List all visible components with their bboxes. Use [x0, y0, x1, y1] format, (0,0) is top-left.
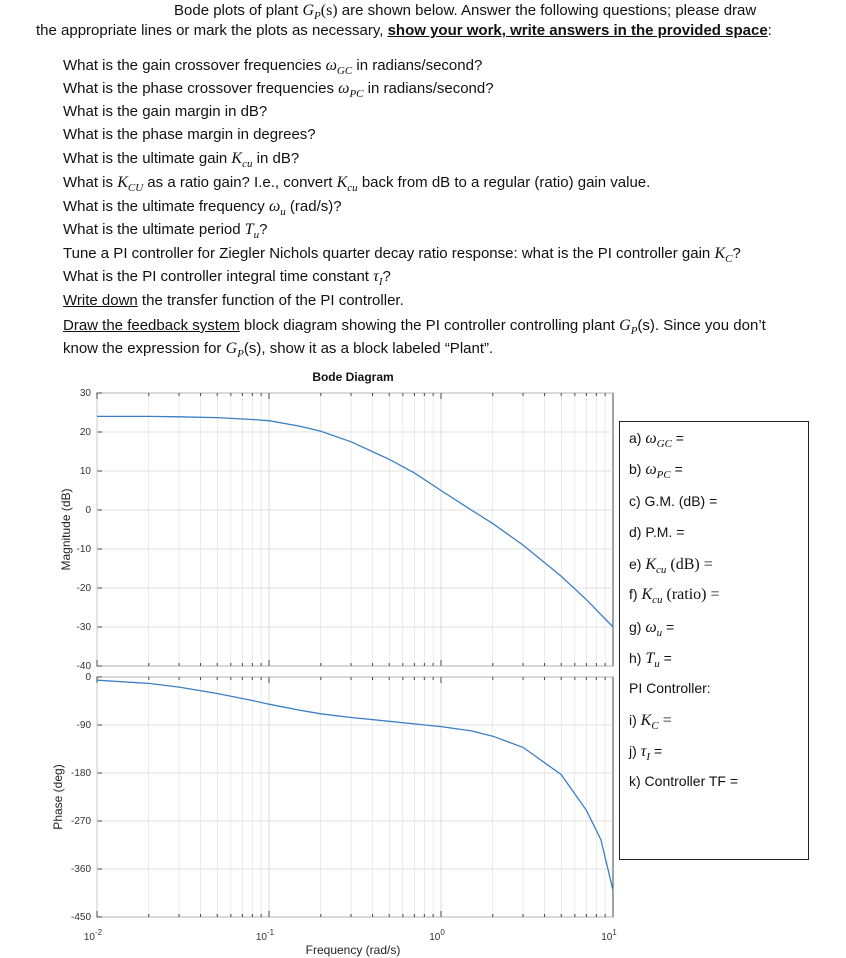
answer-item-10: i) $K_C$ =	[629, 712, 672, 732]
math-subscript: I	[646, 750, 651, 763]
phase-ytick-label: 0	[85, 672, 91, 683]
math-subscript: cu	[652, 593, 663, 606]
xtick-base: 10	[83, 932, 95, 943]
math-symbol: G	[225, 340, 238, 357]
chart-xlabel: Frequency (rad/s)	[305, 943, 401, 957]
xtick-exponent: -2	[95, 928, 103, 937]
math-subscript: C	[651, 719, 659, 732]
magnitude-axes-box	[97, 393, 613, 666]
answer-item-8: h) $T_u$ =	[629, 650, 672, 670]
math-subscript: u	[656, 626, 663, 639]
math-symbol: K	[645, 556, 657, 573]
xtick-exponent: 1	[612, 928, 617, 937]
question-6: What is $K_{CU}$ as a ratio gain? I.e., convert $K_{cu}$ back from dB to a regular (ratio) gain value.	[63, 174, 651, 194]
math-symbol: τ	[640, 743, 647, 760]
answer-item-4: d) P.M. =	[629, 524, 685, 540]
magnitude-ytick-label: -20	[76, 583, 91, 594]
phase-ytick-label: -180	[70, 768, 91, 779]
xtick-label	[601, 928, 617, 943]
math-subscript: PC	[656, 468, 671, 481]
answer-item-1: a) $\omega_{GC}$ =	[629, 430, 684, 450]
answer-item-5: e) $K_{cu}$ (dB) =	[629, 556, 713, 576]
phase-ytick-label: -360	[70, 864, 91, 875]
answer-item-12: k) Controller TF =	[629, 773, 739, 789]
math-subscript: P	[630, 325, 638, 337]
math-symbol: ω	[338, 80, 350, 97]
instructions-line-2: the appropriate lines or mark the plots as necessary, show your work, write answers in the provided space:	[36, 22, 772, 39]
phase-ytick-label: -270	[70, 816, 91, 827]
math-symbol: K	[336, 174, 348, 191]
answer-item-11: j) $\tau_I$ =	[629, 743, 663, 763]
question-13: know the expression for $G_P(s)$, show it as a block labeled “Plant”.	[63, 340, 494, 360]
chart-title: Bode Diagram	[312, 370, 394, 384]
underlined-instruction: Draw the feedback system	[63, 317, 240, 334]
math-subscript: u	[654, 657, 660, 670]
math-symbol: K	[641, 586, 653, 603]
math-symbol: K	[117, 174, 128, 191]
answer-item-6: f) $K_{cu}$ (ratio) =	[629, 586, 720, 606]
answer-box	[619, 421, 809, 860]
magnitude-ytick-label: 0	[85, 505, 91, 516]
math-symbol: ω	[645, 619, 657, 636]
answer-item-7: g) $\omega_u$ =	[629, 619, 675, 639]
math-symbol: T	[244, 221, 254, 238]
math-subscript: CU	[127, 182, 144, 194]
answer-item-2: b) $\omega_{PC}$ =	[629, 461, 683, 481]
math-symbol: K	[231, 150, 243, 167]
math-symbol: ω	[645, 461, 657, 478]
answer-item-3: c) G.M. (dB) =	[629, 493, 718, 509]
question-9: Tune a PI controller for Ziegler Nichols quarter decay ratio response: what is the PI controller gain $K_C$?	[63, 245, 741, 265]
question-12: Draw the feedback system block diagram showing the PI controller controlling plant $G_P(s)$. Since you don’t	[63, 317, 766, 337]
magnitude-ytick-label: -10	[76, 544, 91, 555]
underlined-instruction: Write down	[63, 292, 138, 309]
question-5: What is the ultimate gain $K_{cu}$ in dB?	[63, 150, 300, 170]
instructions-line-1: Bode plots of plant $G_P(s)$ are shown below. Answer the following questions; please draw	[174, 2, 757, 22]
magnitude-ytick-label: -30	[76, 622, 91, 633]
math-symbol: τ	[373, 268, 379, 285]
magnitude-ytick-label: 20	[79, 427, 91, 438]
math-subscript: u	[280, 206, 286, 218]
magnitude-ytick-label: 30	[79, 388, 91, 399]
math-symbol: T	[645, 650, 655, 667]
math-subscript: C	[725, 253, 733, 265]
magnitude-ylabel: Magnitude (dB)	[59, 488, 73, 571]
math-subscript: u	[253, 229, 260, 241]
xtick-base: 10	[255, 932, 267, 943]
math-symbol: G	[619, 317, 631, 334]
math-symbol: K	[714, 245, 726, 262]
question-3: What is the gain margin in dB?	[63, 103, 268, 120]
question-4: What is the phase margin in degrees?	[63, 126, 316, 143]
question-2: What is the phase crossover frequencies $\omega_{PC}$ in radians/second?	[63, 80, 494, 100]
xtick-label	[256, 928, 275, 943]
math-subscript: cu	[347, 182, 358, 194]
phase-ytick-label: -450	[70, 912, 91, 923]
phase-ytick-label: -90	[76, 720, 91, 731]
math-symbol: K	[640, 712, 652, 729]
question-7: What is the ultimate frequency $\omega_u$ (rad/s)?	[63, 198, 342, 218]
answer-item-9: PI Controller:	[629, 680, 711, 696]
xtick-exponent: -1	[267, 928, 275, 937]
xtick-base: 10	[429, 932, 441, 943]
question-8: What is the ultimate period $T_u$?	[63, 221, 268, 241]
xtick-exponent: 0	[440, 928, 445, 937]
math-subscript: GC	[336, 65, 353, 77]
math-symbol: ω	[645, 430, 657, 447]
xtick-label	[429, 928, 445, 943]
magnitude-ytick-label: -40	[76, 661, 91, 672]
question-11: Write down the transfer function of the PI controller.	[63, 292, 404, 309]
magnitude-ytick-label: 10	[79, 466, 91, 477]
phase-axes-box	[97, 677, 613, 917]
show-work-emphasis: show your work, write answers in the provided space	[387, 22, 768, 39]
math-subscript: GC	[656, 437, 672, 450]
math-subscript: cu	[242, 158, 253, 170]
math-symbol: ω	[268, 198, 281, 215]
math-symbol: ω	[325, 57, 337, 74]
math-subscript: P	[237, 348, 244, 360]
math-subscript: I	[378, 276, 383, 288]
question-1: What is the gain crossover frequencies $\omega_{GC}$ in radians/second?	[63, 57, 483, 77]
question-10: What is the PI controller integral time constant $\tau_I$?	[63, 268, 391, 288]
math-subscript: cu	[656, 563, 667, 576]
xtick-base: 10	[601, 932, 613, 943]
math-subscript: PC	[349, 88, 364, 100]
xtick-label	[84, 928, 103, 943]
phase-ylabel: Phase (deg)	[51, 764, 65, 830]
